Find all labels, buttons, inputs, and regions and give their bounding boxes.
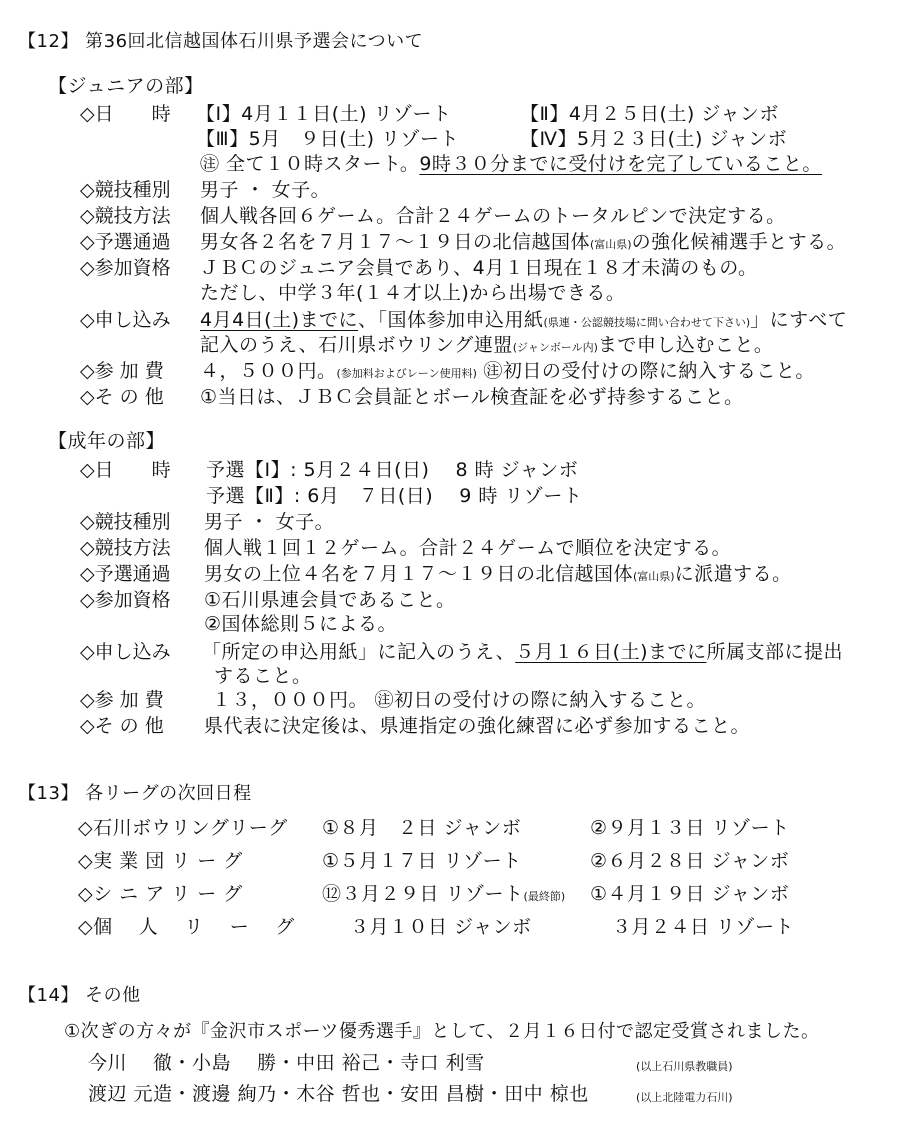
junior-start-note (200, 153, 822, 175)
junior-other-value: ①当日は、ＪＢＣ会員証とボール検査証を必ず持参すること。 (200, 386, 744, 408)
junior-method-value: 個人戦各回６ゲーム。合計２４ゲームのトータルピンで決定する。 (200, 205, 786, 227)
junior-round-4: 【Ⅳ】5月２３日(土) ジャンボ (520, 128, 788, 150)
adult-apply-text-a: 「所定の申込用紙」に記入のうえ、 (202, 641, 516, 663)
adult-pass-value (204, 563, 792, 588)
adult-pass-text-a: 男女の上位４名を７月１７～１９日の北信越国体 (204, 563, 634, 585)
junior-other-label: ◇そ の 他 (80, 386, 164, 408)
league-name: ◇シ ニ ア リ ー グ (78, 883, 243, 905)
league-name: ◇実 業 団 リ ー グ (78, 850, 243, 872)
award-names-1-affiliation: (以上石川県教職員) (636, 1060, 733, 1073)
league-first-date: ①５月１７日 リゾート (322, 850, 522, 872)
adult-apply-label: ◇申し込み (80, 641, 171, 663)
junior-fee-value (200, 360, 815, 385)
section-14-title: 【14】 その他 (18, 985, 141, 1006)
junior-apply-inquiry: (県連・公認競技場に問い合わせて下さい) (543, 316, 751, 329)
award-names-2: 渡辺 元造・渡邊 絢乃・木谷 哲也・安田 昌樹・田中 椋也 (88, 1083, 589, 1105)
junior-start-note-text: ㊟ 全て１０時スタート。 (200, 153, 420, 175)
adult-method-label: ◇競技方法 (80, 537, 171, 559)
league-second-date: ３月２４日 リゾート (612, 916, 795, 938)
junior-pass-value (200, 231, 846, 256)
league-name: ◇石川ボウリングリーグ (78, 817, 288, 839)
adult-method-value: 個人戦１回１２ゲーム。合計２４ゲームで順位を決定する。 (204, 537, 732, 559)
adult-apply-value-2: すること。 (214, 665, 312, 687)
junior-pass-text-a: 男女各２名を７月１７～１９日の北信越国体 (200, 231, 591, 253)
junior-apply-value (200, 309, 847, 334)
junior-fee-includes: (参加料およびレーン使用料) (336, 367, 477, 380)
junior-pass-text-b: の強化候補選手とする。 (631, 231, 847, 253)
league-first-date: ①８月 ２日 ジャンボ (322, 817, 522, 839)
adult-apply-text-b: 所属支部に提出 (706, 641, 843, 663)
junior-date-label: ◇日 時 (80, 103, 171, 125)
junior-header: 【ジュニアの部】 (48, 75, 204, 97)
junior-events-label: ◇競技種別 (80, 179, 171, 201)
junior-apply-text-b: 」にすべて (750, 309, 848, 331)
league-second-date: ①４月１９日 ジャンボ (590, 883, 790, 905)
adult-other-label: ◇そ の 他 (80, 715, 164, 737)
adult-apply-value (202, 641, 843, 663)
junior-pass-label: ◇予選通過 (80, 231, 171, 253)
adult-events-value: 男子 ・ 女子。 (204, 511, 335, 533)
adult-round-2: 予選【Ⅱ】: 6月 ７日(日) 9 時 リゾート (206, 485, 583, 507)
junior-round-2: 【Ⅱ】4月２５日(土) ジャンボ (520, 103, 779, 125)
league-name: ◇個 人 リ ー グ (78, 916, 295, 938)
section-12-title: 【12】 第36回北信越国体石川県予選会について (18, 31, 424, 52)
junior-apply-deadline: 4月4日(土)までに (200, 309, 359, 331)
junior-fee-note: ㊟初日の受付けの際に納入すること。 (476, 360, 815, 382)
junior-apply-value-2 (200, 334, 773, 359)
league-first-date-text: ⑫３月２９日 リゾート (322, 883, 524, 905)
junior-apply-location: (ジャンボール内) (512, 341, 598, 354)
adult-eligibility-value: ①石川県連会員であること。 (204, 589, 456, 611)
adult-fee-value: １３，０００円。 ㊟初日の受付けの際に納入すること。 (212, 689, 707, 711)
final-round-note: (最終節) (523, 890, 566, 903)
junior-round-3: 【Ⅲ】5月 ９日(土) リゾート (196, 128, 460, 150)
award-announcement: ①次ぎの方々が『金沢市スポーツ優秀選手』として、２月１６日付で認定受賞されました。 (64, 1021, 820, 1042)
junior-pass-venue: (富山県) (590, 238, 632, 251)
adult-other-value: 県代表に決定後は、県連指定の強化練習に必ず参加すること。 (204, 715, 751, 737)
adult-fee-label: ◇参 加 費 (80, 689, 164, 711)
adult-round-1: 予選【Ⅰ】: 5月２４日(日) 8 時 ジャンボ (206, 459, 579, 481)
award-names-2-affiliation: (以上北陸電力石川) (636, 1091, 733, 1104)
adult-events-label: ◇競技種別 (80, 511, 171, 533)
junior-fee-label: ◇参 加 費 (80, 360, 164, 382)
junior-apply-text-a: 、「国体参加申込用紙 (358, 309, 544, 331)
adult-apply-deadline: ５月１６日(土)までに (515, 641, 707, 663)
adult-eligibility-value-2: ②国体総則５による。 (204, 613, 398, 635)
junior-eligibility-value: ＪＢＣのジュニア会員であり、4月１日現在１８才未満のもの。 (200, 257, 758, 279)
junior-events-value: 男子 ・ 女子。 (200, 179, 331, 201)
league-first-date (322, 883, 565, 908)
junior-apply-label: ◇申し込み (80, 309, 171, 331)
adult-header: 【成年の部】 (48, 430, 166, 452)
junior-apply-text-2a: 記入のうえ、石川県ボウリング連盟 (200, 334, 513, 356)
junior-eligibility-label: ◇参加資格 (80, 257, 171, 279)
league-second-date: ②９月１３日 リゾート (590, 817, 790, 839)
award-names-1: 今川 徹・小島 勝・中田 裕己・寺口 利雪 (88, 1052, 485, 1074)
adult-pass-label: ◇予選通過 (80, 563, 171, 585)
adult-date-label: ◇日 時 (80, 459, 171, 481)
adult-pass-text-b: に派遣する。 (674, 563, 792, 585)
junior-fee-amount: ４，５００円。 (200, 360, 337, 382)
junior-round-1: 【Ⅰ】4月１１日(土) リゾート (196, 103, 452, 125)
adult-eligibility-label: ◇参加資格 (80, 589, 171, 611)
section-13-title: 【13】 各リーグの次回日程 (18, 783, 252, 804)
junior-apply-text-2b: まで申し込むこと。 (597, 334, 774, 356)
junior-checkin-deadline: 9時３０分までに受付けを完了していること。 (419, 153, 822, 175)
league-second-date: ②６月２８日 ジャンボ (590, 850, 790, 872)
junior-eligibility-value-2: ただし、中学３年(１４才以上)から出場できる。 (200, 282, 626, 304)
junior-method-label: ◇競技方法 (80, 205, 171, 227)
adult-pass-venue: (富山県) (633, 570, 675, 583)
league-first-date: ３月１０日 ジャンボ (350, 916, 532, 938)
